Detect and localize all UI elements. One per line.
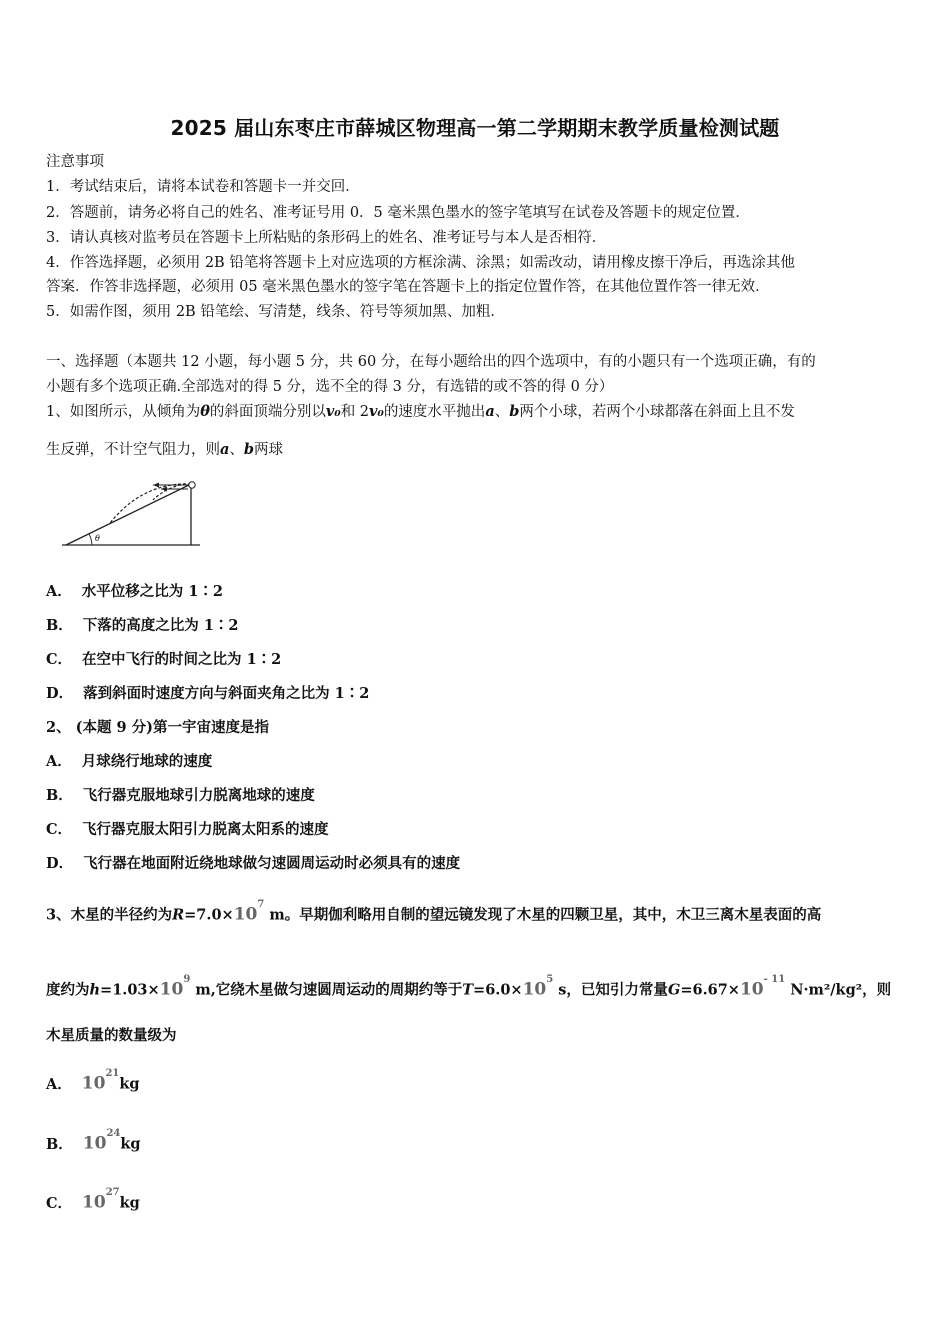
arrowhead-a xyxy=(153,483,159,488)
notice-item: 2．答题前，请务必将自己的姓名、准考证号用 0．5 毫米黑色墨水的签字笔填写在试卷及答题卡的规定位置． xyxy=(46,205,750,221)
notice-item: 5．如需作图，须用 2B 铅笔绘、写清楚，线条、符号等须加黑、加粗． xyxy=(46,304,505,320)
power-of-ten: $10^{- 11}$ xyxy=(739,974,786,1000)
q3-option-c[interactable]: C． $10^{27}kg$ xyxy=(46,1187,140,1213)
question-1-stem: 1、如图所示，从倾角为θ的斜面顶端分别以v₀和 2v₀的速度水平抛出a、b两个小球，若两个小球都落在斜面上且不发 xyxy=(46,403,795,420)
q1-option-d[interactable]: D． 落到斜面时速度方向与斜面夹角之比为 1∶2 xyxy=(46,685,370,702)
notice-item: 4．作答选择题，必须用 2B 铅笔将答题卡上对应选项的方框涂满、涂黑；如需改动，请用橡皮擦干净后，再选涂其他 xyxy=(46,255,795,271)
question-2-stem: 2、 (本题 9 分)第一宇宙速度是指 xyxy=(46,719,270,736)
power-of-ten: $10^9$ xyxy=(159,974,191,1000)
q1-option-c[interactable]: C． 在空中飞行的时间之比为 1∶2 xyxy=(46,651,282,668)
q2-option-b[interactable]: B． 飞行器克服地球引力脱离地球的速度 xyxy=(46,787,315,804)
power-of-ten: $10^7$ xyxy=(233,899,265,925)
angle-arc xyxy=(89,534,92,545)
q3-option-a[interactable]: A． $10^{21}kg$ xyxy=(46,1068,140,1094)
power-of-ten: $10^5$ xyxy=(522,974,554,1000)
q2-option-c[interactable]: C． 飞行器克服太阳引力脱离太阳系的速度 xyxy=(46,821,329,838)
question-3-stem-end: 木星质量的数量级为 xyxy=(46,1027,177,1044)
angle-label: θ xyxy=(95,534,100,543)
q2-option-d[interactable]: D． 飞行器在地面附近绕地球做匀速圆周运动时必须具有的速度 xyxy=(46,855,461,872)
section-heading: 一、选择题（本题共 12 小题，每小题 5 分，共 60 分，在每小题给出的四个选项中，有的小题只有一个选项正确，有的 xyxy=(46,354,816,370)
incline-surface xyxy=(66,484,191,545)
arrowhead-b xyxy=(161,487,167,492)
notice-item: 1．考试结束后，请将本试卷和答题卡一并交回． xyxy=(46,179,360,195)
q2-option-a[interactable]: A． 月球绕行地球的速度 xyxy=(46,753,213,770)
notice-heading: 注意事项 xyxy=(46,154,104,170)
question-1-stem-cont: 生反弹，不计空气阻力，则a、b两球 xyxy=(46,441,284,458)
q1-option-a[interactable]: A． 水平位移之比为 1∶2 xyxy=(46,583,223,600)
question-3-stem-cont: 度约为$h=1.03\times 10^9$ m,它绕木星做匀速圆周运动的周期约等于$T=6.0\times 10^5$ s，已知引力常量$G=6.67\times 10^{- 11}$ N·m²/kg²，则 xyxy=(46,974,892,1000)
question-3-stem: 3、木星的半径约为$R=7.0\times 10^7$ m。早期伽利略用自制的望远镜发现了木星的四颗卫星，其中，木卫三离木星表面的高 xyxy=(46,899,822,925)
q1-option-b[interactable]: B． 下落的高度之比为 1∶2 xyxy=(46,617,239,634)
q3-option-b[interactable]: B． $10^{24}kg$ xyxy=(46,1128,141,1154)
notice-item: 3．请认真核对监考员在答题卡上所粘贴的条形码上的姓名、准考证号与本人是否相符． xyxy=(46,230,607,246)
incline-figure xyxy=(58,470,208,552)
section-heading-cont: 小题有多个选项正确.全部选对的得 5 分，选不全的得 3 分，有选错的或不答的得 0 分） xyxy=(46,379,614,395)
page-title: 2025 届山东枣庄市薛城区物理高一第二学期期末教学质量检测试题 xyxy=(170,116,780,140)
ball xyxy=(189,482,195,488)
notice-item: 答案．作答非选择题，必须用 05 毫米黑色墨水的签字笔在答题卡上的指定位置作答，在其他位置作答一律无效． xyxy=(46,279,770,295)
